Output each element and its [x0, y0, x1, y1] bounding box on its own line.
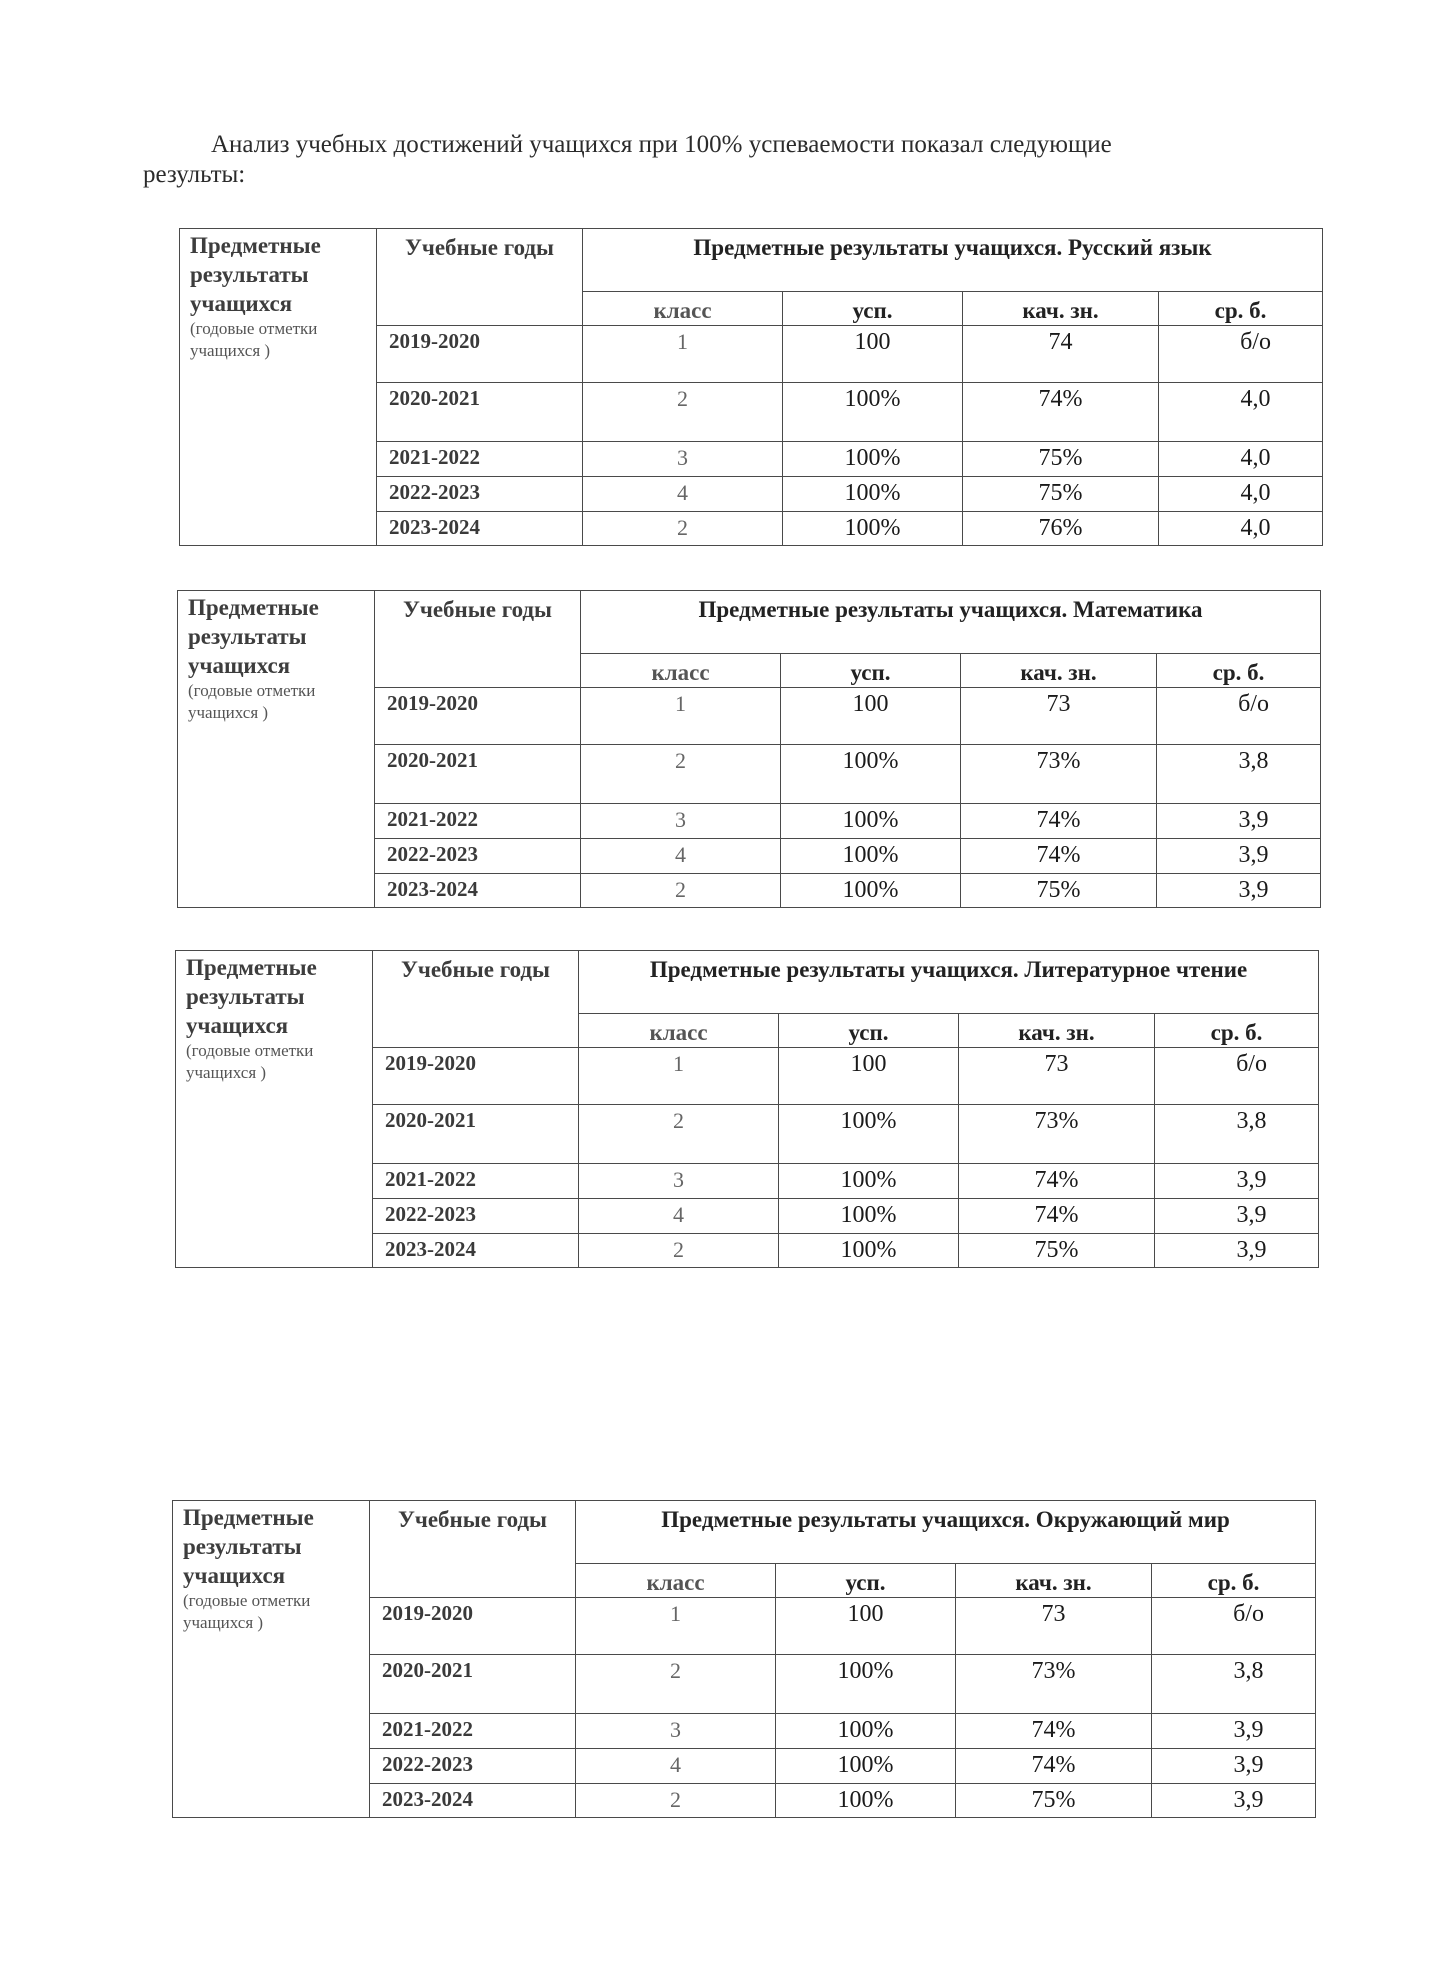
cell-klass: 4: [581, 839, 781, 874]
cell-kach: 76%: [963, 512, 1159, 546]
cell-sb: 4,0: [1159, 512, 1323, 546]
row-header-title: Предметные результаты учащихся: [183, 1505, 314, 1588]
cell-sb: б/о: [1157, 688, 1321, 745]
cell-kach: 74%: [956, 1749, 1152, 1784]
cell-sb: 3,8: [1155, 1105, 1319, 1164]
cell-sb: 4,0: [1159, 442, 1323, 477]
cell-kach: 73: [959, 1048, 1155, 1105]
cell-sb: 3,9: [1157, 874, 1321, 908]
row-header-note: (годовые отметки учащихся ): [186, 1041, 314, 1082]
cell-usp: 100%: [779, 1105, 959, 1164]
cell-sb: 3,9: [1152, 1714, 1316, 1749]
col-header-klass: класс: [583, 292, 783, 326]
cell-kach: 73%: [959, 1105, 1155, 1164]
cell-year: 2023-2024: [370, 1784, 576, 1818]
cell-year: 2019-2020: [373, 1048, 579, 1105]
col-header-usp: усп.: [776, 1564, 956, 1598]
cell-kach: 74%: [959, 1199, 1155, 1234]
cell-sb: 3,9: [1155, 1164, 1319, 1199]
cell-usp: 100%: [783, 512, 963, 546]
cell-klass: 2: [583, 512, 783, 546]
cell-kach: 75%: [963, 477, 1159, 512]
results-table-russian: [179, 228, 1323, 546]
col-header-sb: ср. б.: [1155, 1014, 1319, 1048]
years-header: Учебные годы: [377, 229, 583, 326]
cell-usp: 100%: [781, 745, 961, 804]
cell-usp: 100%: [779, 1199, 959, 1234]
cell-sb: 3,8: [1152, 1655, 1316, 1714]
cell-usp: 100%: [781, 804, 961, 839]
cell-klass: 3: [579, 1164, 779, 1199]
cell-year: 2023-2024: [373, 1234, 579, 1268]
cell-year: 2020-2021: [373, 1105, 579, 1164]
cell-sb: 3,9: [1157, 839, 1321, 874]
subject-header: Предметные результаты учащихся. Русский язык: [583, 229, 1323, 292]
cell-usp: 100: [779, 1048, 959, 1105]
cell-klass: 2: [579, 1234, 779, 1268]
cell-kach: 74: [963, 326, 1159, 383]
cell-usp: 100: [783, 326, 963, 383]
col-header-usp: усп.: [781, 654, 961, 688]
row-header-note: (годовые отметки учащихся ): [188, 681, 316, 722]
cell-klass: 3: [576, 1714, 776, 1749]
col-header-kach: кач. зн.: [956, 1564, 1152, 1598]
cell-usp: 100%: [776, 1749, 956, 1784]
cell-usp: 100%: [776, 1784, 956, 1818]
row-header-title: Предметные результаты учащихся: [186, 955, 317, 1038]
col-header-usp: усп.: [783, 292, 963, 326]
cell-klass: 2: [583, 383, 783, 442]
col-header-sb: ср. б.: [1159, 292, 1323, 326]
cell-sb: б/о: [1155, 1048, 1319, 1105]
cell-usp: 100%: [781, 839, 961, 874]
col-header-usp: усп.: [779, 1014, 959, 1048]
cell-klass: 4: [579, 1199, 779, 1234]
col-header-kach: кач. зн.: [963, 292, 1159, 326]
cell-year: 2020-2021: [370, 1655, 576, 1714]
cell-usp: 100%: [779, 1234, 959, 1268]
intro-paragraph: [143, 130, 1263, 190]
col-header-kach: кач. зн.: [959, 1014, 1155, 1048]
cell-sb: 3,9: [1152, 1749, 1316, 1784]
cell-kach: 73: [961, 688, 1157, 745]
cell-klass: 2: [581, 745, 781, 804]
cell-kach: 74%: [963, 383, 1159, 442]
cell-klass: 2: [576, 1784, 776, 1818]
cell-kach: 75%: [959, 1234, 1155, 1268]
cell-usp: 100%: [776, 1655, 956, 1714]
cell-kach: 73: [956, 1598, 1152, 1655]
subject-header: Предметные результаты учащихся. Окружающий мир: [576, 1501, 1316, 1564]
cell-year: 2019-2020: [375, 688, 581, 745]
cell-sb: 4,0: [1159, 383, 1323, 442]
cell-kach: 74%: [961, 804, 1157, 839]
cell-kach: 74%: [959, 1164, 1155, 1199]
cell-year: 2023-2024: [375, 874, 581, 908]
results-table-environment: [172, 1500, 1316, 1818]
cell-klass: 3: [583, 442, 783, 477]
cell-usp: 100: [776, 1598, 956, 1655]
cell-usp: 100%: [783, 442, 963, 477]
cell-year: 2020-2021: [375, 745, 581, 804]
intro-line-1: Анализ учебных достижений учащихся при 100% успеваемости показал следующие: [211, 131, 1112, 158]
col-header-klass: класс: [579, 1014, 779, 1048]
row-header-cell: [178, 591, 375, 908]
cell-klass: 2: [581, 874, 781, 908]
cell-year: 2019-2020: [370, 1598, 576, 1655]
cell-kach: 75%: [961, 874, 1157, 908]
cell-klass: 1: [581, 688, 781, 745]
col-header-sb: ср. б.: [1152, 1564, 1316, 1598]
row-header-note: (годовые отметки учащихся ): [183, 1591, 311, 1632]
cell-year: 2022-2023: [373, 1199, 579, 1234]
col-header-sb: ср. б.: [1157, 654, 1321, 688]
cell-klass: 2: [579, 1105, 779, 1164]
cell-kach: 73%: [961, 745, 1157, 804]
cell-kach: 75%: [963, 442, 1159, 477]
col-header-klass: класс: [581, 654, 781, 688]
cell-klass: 3: [581, 804, 781, 839]
cell-year: 2022-2023: [375, 839, 581, 874]
cell-year: 2022-2023: [370, 1749, 576, 1784]
cell-sb: 3,9: [1155, 1234, 1319, 1268]
cell-usp: 100%: [783, 383, 963, 442]
results-table-math: [177, 590, 1321, 908]
cell-sb: б/о: [1159, 326, 1323, 383]
intro-line-2: результы:: [143, 161, 246, 188]
col-header-klass: класс: [576, 1564, 776, 1598]
subject-header: Предметные результаты учащихся. Литературное чтение: [579, 951, 1319, 1014]
cell-kach: 75%: [956, 1784, 1152, 1818]
subject-header: Предметные результаты учащихся. Математика: [581, 591, 1321, 654]
cell-sb: 4,0: [1159, 477, 1323, 512]
cell-usp: 100%: [783, 477, 963, 512]
cell-year: 2021-2022: [373, 1164, 579, 1199]
cell-sb: 3,8: [1157, 745, 1321, 804]
cell-kach: 74%: [956, 1714, 1152, 1749]
cell-klass: 4: [576, 1749, 776, 1784]
cell-sb: 3,9: [1157, 804, 1321, 839]
cell-year: 2023-2024: [377, 512, 583, 546]
col-header-kach: кач. зн.: [961, 654, 1157, 688]
cell-year: 2020-2021: [377, 383, 583, 442]
row-header-title: Предметные результаты учащихся: [190, 233, 321, 316]
years-header: Учебные годы: [373, 951, 579, 1048]
row-header-cell: [180, 229, 377, 546]
row-header-cell: [173, 1501, 370, 1818]
row-header-title: Предметные результаты учащихся: [188, 595, 319, 678]
row-header-note: (годовые отметки учащихся ): [190, 319, 318, 360]
cell-year: 2019-2020: [377, 326, 583, 383]
cell-usp: 100%: [781, 874, 961, 908]
years-header: Учебные годы: [375, 591, 581, 688]
cell-kach: 74%: [961, 839, 1157, 874]
cell-klass: 4: [583, 477, 783, 512]
cell-klass: 2: [576, 1655, 776, 1714]
cell-sb: 3,9: [1155, 1199, 1319, 1234]
cell-kach: 73%: [956, 1655, 1152, 1714]
cell-klass: 1: [579, 1048, 779, 1105]
row-header-cell: [176, 951, 373, 1268]
cell-sb: 3,9: [1152, 1784, 1316, 1818]
cell-usp: 100: [781, 688, 961, 745]
cell-year: 2021-2022: [377, 442, 583, 477]
cell-sb: б/о: [1152, 1598, 1316, 1655]
cell-usp: 100%: [776, 1714, 956, 1749]
cell-klass: 1: [583, 326, 783, 383]
cell-year: 2021-2022: [370, 1714, 576, 1749]
years-header: Учебные годы: [370, 1501, 576, 1598]
cell-usp: 100%: [779, 1164, 959, 1199]
cell-year: 2021-2022: [375, 804, 581, 839]
cell-year: 2022-2023: [377, 477, 583, 512]
cell-klass: 1: [576, 1598, 776, 1655]
results-table-literature: [175, 950, 1319, 1268]
